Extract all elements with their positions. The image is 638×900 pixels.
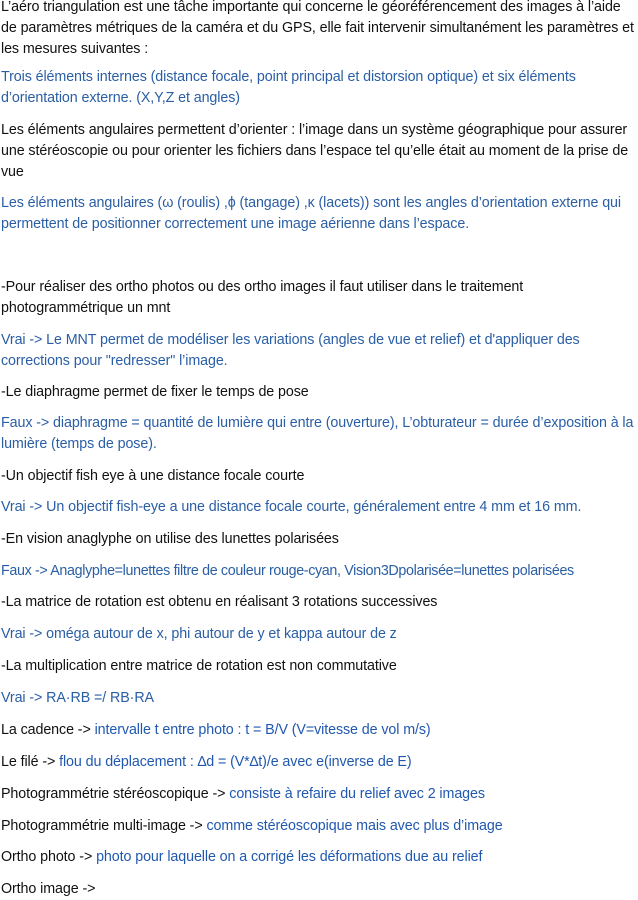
paragraph-aerotriangulation-intro: L’aéro triangulation est une tâche importante qui concerne le géoréférencement des images à l’aide de paramètres métriques de la caméra et du GPS, elle fait intervenir simultanément les paramètres et les mesures suivantes : [1,0,634,57]
definition-value: flou du déplacement : ∆d = (V*∆t)/e avec e(inverse de E) [59,754,412,770]
definition-file [1,752,637,773]
answer-internal-external-elements: Trois éléments internes (distance focale, point principal et distorsion optique) et six éléments d’orientation externe. (X,Y,Z et angles) [1,69,576,106]
question-diaphragme: -Le diaphragme permet de fixer le temps de pose [1,384,309,400]
definition-value: intervalle t entre photo : t = B/V (V=vitesse de vol m/s) [94,722,431,738]
paragraph-angular-elements: Les éléments angulaires permettent d’orienter : l’image dans un système géographique pour assurer une stéréoscopie ou pour orienter les fichiers dans l’espace tel qu’elle était au moment de la prise de vue [1,122,629,180]
question-fish-eye: -Un objectif fish eye à une distance focale courte [1,468,305,484]
answer-diaphragme: Faux -> diaphragme = quantité de lumière qui entre (ouverture), L’obturateur = durée d’exposition à la lumière (temps de pose). [1,415,634,452]
question-anaglyphe: -En vision anaglyphe on utilise des lunettes polarisées [1,531,339,547]
definition-value: comme stéréoscopique mais avec plus d’image [206,818,503,834]
definition-photogrammetrie-multi-image [1,816,637,837]
definition-ortho-photo [1,847,637,868]
definition-value: photo pour laquelle on a corrigé les déformations due au relief [96,849,483,865]
question-matrice-rotation: -La matrice de rotation est obtenu en réalisant 3 rotations successives [1,594,438,610]
definition-term: La cadence -> [1,722,91,738]
answer-matrice-rotation: Vrai -> oméga autour de x, phi autour de y et kappa autour de z [1,626,397,642]
question-multiplication-matrice: -La multiplication entre matrice de rotation est non commutative [1,658,397,674]
answer-mnt: Vrai -> Le MNT permet de modéliser les variations (angles de vue et relief) et d'appliquer des corrections pour "redresser" l’image. [1,332,580,369]
definition-value: consiste à refaire du relief avec 2 images [229,786,485,802]
question-mnt: -Pour réaliser des ortho photos ou des ortho images il faut utiliser dans le traitement photogrammétrique un mnt [1,279,524,316]
answer-fish-eye: Vrai -> Un objectif fish-eye a une distance focale courte, généralement entre 4 mm et 16 mm. [1,499,582,515]
definition-term: Ortho image -> [1,881,96,897]
definition-term: Photogrammétrie multi-image -> [1,818,203,834]
definition-term: Ortho photo -> [1,849,93,865]
definition-term: Le filé -> [1,754,56,770]
definition-cadence [1,720,637,741]
answer-angular-elements: Les éléments angulaires (ω (roulis) ,ϕ (tangage) ,κ (lacets)) sont les angles d’orientation externe qui permettent de positionner correctement une image aérienne dans l’espace. [1,195,621,232]
answer-multiplication-matrice: Vrai -> RA·RB =/ RB·RA [1,690,154,706]
definition-ortho-image [1,879,637,900]
answer-anaglyphe: Faux -> Anaglyphe=lunettes filtre de couleur rouge-cyan, Vision3Dpolarisée=lunettes polarisées [1,563,574,579]
definition-term: Photogrammétrie stéréoscopique -> [1,786,226,802]
definition-photogrammetrie-stereoscopique [1,784,637,805]
